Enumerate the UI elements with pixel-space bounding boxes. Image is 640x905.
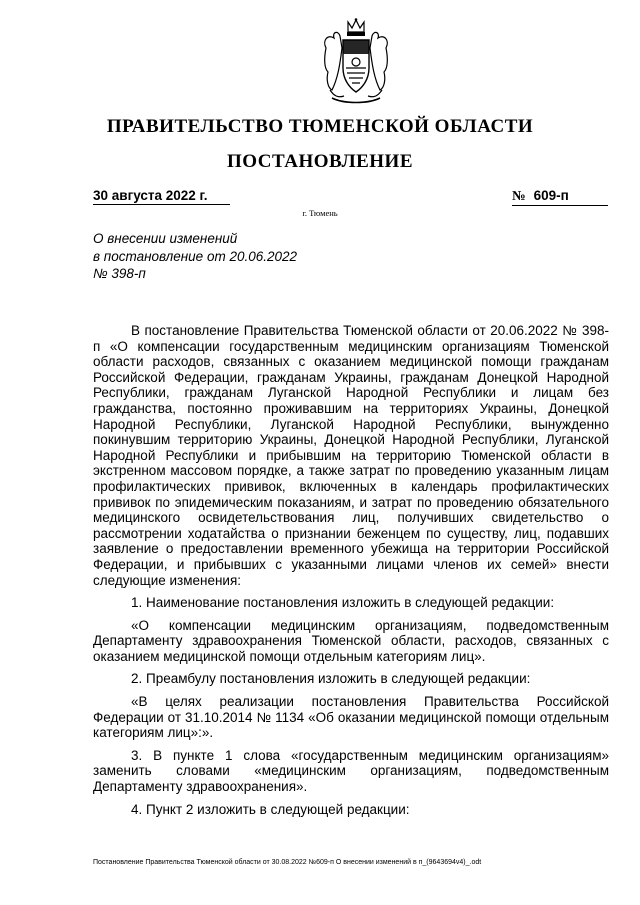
body-paragraph: В постановление Правительства Тюменской области от 20.06.2022 № 398-п «О компенсации государственным медицинским организациям Тюменской области расходов, связанных с оказанием медицинской помощи гражданам Российской Федерации, гражданам Украины, гражданам Донецкой Народной Республики, гражданам Луганской Народной Республики и лицам без гражданства, постоянно проживавшим на территориях Украины, Донецкой Народной Республики, Луганской Народной Республики, вынужденно покинувшим территорию Украины, Донецкой Народной Республики, Луганской Народной Республики и прибывшим на территорию Тюменской области в экстренном массовом порядке, а также затрат по проведению указанным лицам профилактических прививок, включенных в календарь профилактических прививок по эпидемическим показаниям, и затрат по проведению обязательного медицинского освидетельствования лиц, получивших свидетельство о рассмотрении ходатайства о признании беженцем по существу, лиц, подавших заявление о предоставлении временного убежища на территории Российской Федерации, и прибывших с указанными лицами членов их семей» внести следующие изменения: — [93, 323, 609, 588]
document-subject — [93, 230, 353, 283]
document-number-value: 609-п — [533, 188, 569, 203]
body-paragraph: 1. Наименование постановления изложить в следующей редакции: — [131, 595, 555, 611]
body-paragraph: 3. В пункте 1 слова «государственным медицинским организациям» заменить словами «медицинским организациям, подведомственным Департаменту здравоохранения». — [93, 747, 609, 795]
city-label: г. Тюмень — [302, 208, 338, 218]
subject-line: в постановление от 20.06.2022 — [93, 248, 298, 264]
organization-title: ПРАВИТЕЛЬСТВО ТЮМЕНСКОЙ ОБЛАСТИ — [106, 116, 534, 137]
coat-of-arms-icon — [318, 18, 394, 104]
subject-line: О внесении изменений — [93, 231, 238, 246]
document-body — [93, 323, 609, 824]
document-date: 30 августа 2022 г. — [93, 188, 230, 205]
body-paragraph: «О компенсации медицинским организациям, подведомственным Департаменту здравоохранения Тюменской области, расходов, связанных с оказанием медицинской помощи отдельным категориям лиц». — [93, 617, 609, 664]
page-footer: Постановление Правительства Тюменской области от 30.08.2022 №609-п О внесении изменений в п_(9643694v4)_.odt — [93, 859, 482, 866]
document-type-title: ПОСТАНОВЛЕНИЕ — [226, 151, 414, 172]
body-paragraph: 2. Преамбулу постановления изложить в следующей редакции: — [131, 671, 531, 687]
body-paragraph: «В целях реализации постановления Правительства Российской Федерации от 31.10.2014 № 1134 «Об оказании медицинской помощи отдельным категориям лиц»:». — [93, 694, 609, 741]
document-number — [512, 188, 608, 206]
body-paragraph: 4. Пункт 2 изложить в следующей редакции: — [131, 801, 410, 817]
number-sign: № — [512, 188, 526, 203]
subject-line: № 398-п — [93, 266, 146, 281]
